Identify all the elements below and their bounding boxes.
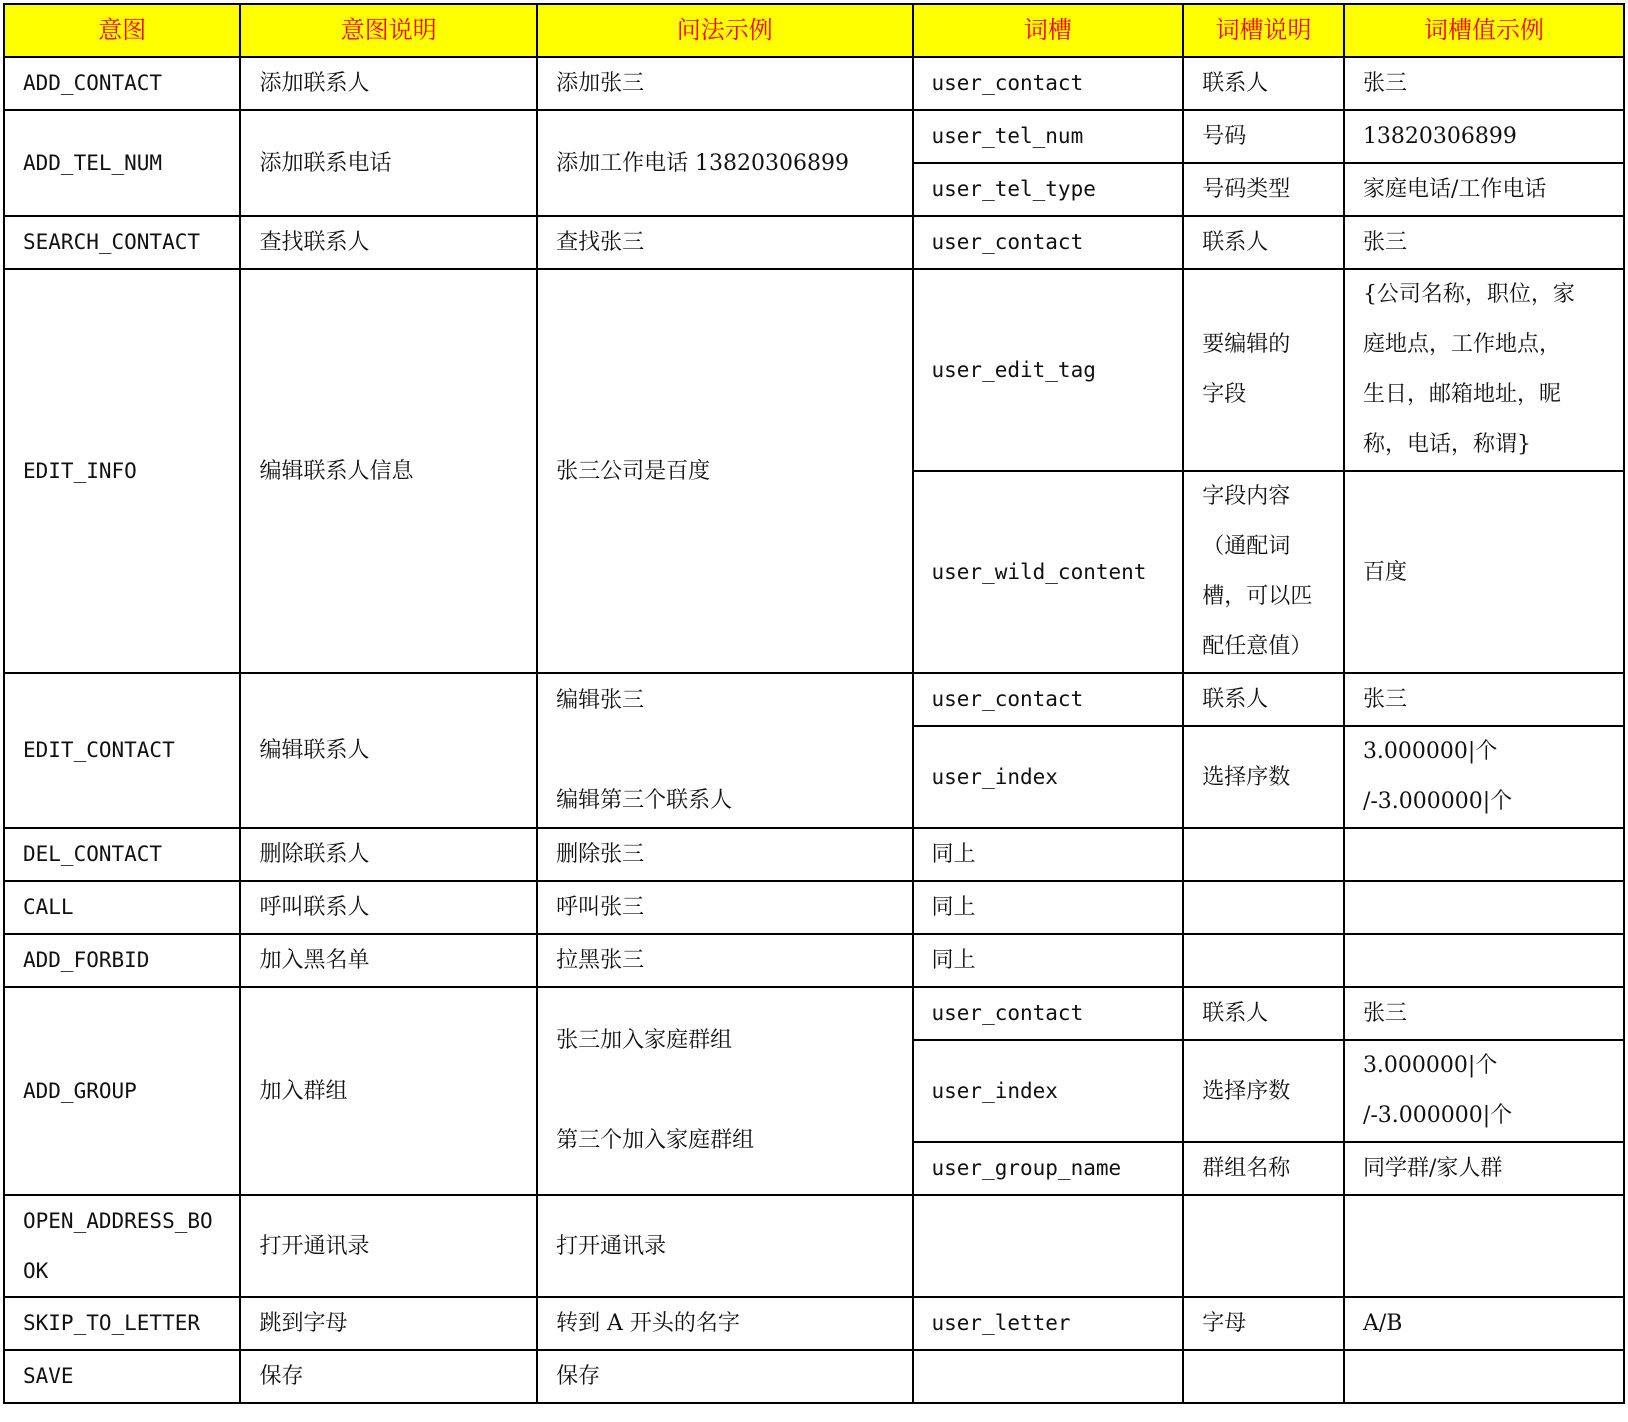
slot-value-line: {公司名称，职位，家 <box>1362 282 1575 307</box>
slot-desc-cell: 联系人 <box>1183 673 1344 726</box>
table-row <box>4 987 1624 1040</box>
table-row <box>4 57 1624 110</box>
intent-desc-cell: 添加联系电话 <box>240 110 537 216</box>
example-cell: 打开通讯录 <box>537 1195 912 1297</box>
intent-cell: SKIP_TO_LETTER <box>4 1297 240 1350</box>
intent-cell: DEL_CONTACT <box>4 828 240 881</box>
intent-desc-cell: 打开通讯录 <box>240 1195 537 1297</box>
slot-value-cell: 张三 <box>1344 57 1624 110</box>
table-row <box>4 110 1624 163</box>
intent-cell: ADD_GROUP <box>4 987 240 1195</box>
example-line: 编辑第三个联系人 <box>556 787 733 813</box>
intent-desc-cell: 保存 <box>240 1350 537 1403</box>
slot-cell: user_contact <box>913 987 1184 1040</box>
intent-cell: CALL <box>4 881 240 934</box>
slot-cell: user_tel_num <box>913 110 1184 163</box>
slot-cell: 同上 <box>913 934 1184 987</box>
slot-desc-cell <box>1183 471 1344 673</box>
intent-desc-cell: 编辑联系人信息 <box>240 269 537 673</box>
header-example: 问法示例 <box>537 4 912 57</box>
slot-cell <box>913 1350 1184 1403</box>
table-row <box>4 934 1624 987</box>
example-cell <box>537 673 912 828</box>
slot-desc-cell: 选择序数 <box>1183 1040 1344 1142</box>
slot-cell: 同上 <box>913 828 1184 881</box>
intent-cell <box>4 1195 240 1297</box>
example-cell: 添加工作电话 13820306899 <box>537 110 912 216</box>
example-line: 编辑张三 <box>556 687 645 713</box>
intent-desc-cell: 呼叫联系人 <box>240 881 537 934</box>
example-gap <box>556 726 893 776</box>
intent-cell: EDIT_INFO <box>4 269 240 673</box>
slot-desc-cell: 号码 <box>1183 110 1344 163</box>
intent-desc-cell: 删除联系人 <box>240 828 537 881</box>
slot-desc-line: （通配词 <box>1202 534 1291 559</box>
slot-desc-cell: 联系人 <box>1183 987 1344 1040</box>
table-row <box>4 216 1624 269</box>
table-row <box>4 1350 1624 1403</box>
table-row <box>4 269 1624 471</box>
slot-value-cell <box>1344 726 1624 828</box>
slot-desc-cell <box>1183 1195 1344 1297</box>
intent-slot-table <box>3 3 1625 1404</box>
slot-desc-cell: 号码类型 <box>1183 163 1344 216</box>
example-cell: 转到 A 开头的名字 <box>537 1297 912 1350</box>
table-row <box>4 1297 1624 1350</box>
example-line: 张三加入家庭群组 <box>556 1028 733 1053</box>
slot-desc-cell <box>1183 1350 1344 1403</box>
header-intent: 意图 <box>4 4 240 57</box>
example-cell: 删除张三 <box>537 828 912 881</box>
slot-desc-line: 要编辑的 <box>1202 332 1291 357</box>
slot-desc-line: 配任意值） <box>1202 634 1313 659</box>
slot-value-line: 3.000000|个 <box>1362 739 1498 764</box>
intent-desc-cell: 编辑联系人 <box>240 673 537 828</box>
slot-value-cell: 家庭电话/工作电话 <box>1344 163 1624 216</box>
slot-value-line: /-3.000000|个 <box>1362 789 1513 814</box>
slot-value-line: 生日，邮箱地址，昵 <box>1362 382 1561 407</box>
slot-cell: user_group_name <box>913 1142 1184 1195</box>
slot-value-cell <box>1344 1040 1624 1142</box>
slot-value-cell <box>1344 828 1624 881</box>
slot-desc-cell: 群组名称 <box>1183 1142 1344 1195</box>
intent-desc-cell: 加入群组 <box>240 987 537 1195</box>
slot-value-line: 庭地点，工作地点， <box>1362 332 1561 357</box>
header-intent-desc: 意图说明 <box>240 4 537 57</box>
example-cell: 查找张三 <box>537 216 912 269</box>
slot-value-cell: 同学群/家人群 <box>1344 1142 1624 1195</box>
slot-value-cell: 张三 <box>1344 673 1624 726</box>
table-row <box>4 881 1624 934</box>
intent-desc-cell: 查找联系人 <box>240 216 537 269</box>
table-row <box>4 673 1624 726</box>
header-slot: 词槽 <box>913 4 1184 57</box>
slot-cell: user_index <box>913 726 1184 828</box>
slot-cell: user_contact <box>913 673 1184 726</box>
example-line: 第三个加入家庭群组 <box>556 1128 755 1153</box>
slot-value-cell <box>1344 1350 1624 1403</box>
slot-value-cell: A/B <box>1344 1297 1624 1350</box>
slot-desc-cell: 联系人 <box>1183 216 1344 269</box>
slot-value-cell: 张三 <box>1344 987 1624 1040</box>
example-cell: 添加张三 <box>537 57 912 110</box>
intent-desc-cell: 加入黑名单 <box>240 934 537 987</box>
slot-value-cell <box>1344 269 1624 471</box>
intent-cell: SAVE <box>4 1350 240 1403</box>
slot-value-cell: 13820306899 <box>1344 110 1624 163</box>
example-cell: 保存 <box>537 1350 912 1403</box>
slot-desc-line: 字段内容 <box>1202 484 1291 509</box>
intent-cell: ADD_CONTACT <box>4 57 240 110</box>
intent-cell: EDIT_CONTACT <box>4 673 240 828</box>
intent-cell: ADD_TEL_NUM <box>4 110 240 216</box>
slot-value-cell <box>1344 881 1624 934</box>
slot-desc-cell <box>1183 269 1344 471</box>
slot-cell: user_wild_content <box>913 471 1184 673</box>
header-slot-desc: 词槽说明 <box>1183 4 1344 57</box>
slot-desc-cell: 选择序数 <box>1183 726 1344 828</box>
table-row <box>4 828 1624 881</box>
intent-desc-cell: 跳到字母 <box>240 1297 537 1350</box>
slot-value-cell: 张三 <box>1344 216 1624 269</box>
slot-value-cell <box>1344 934 1624 987</box>
slot-cell: 同上 <box>913 881 1184 934</box>
slot-desc-cell: 字母 <box>1183 1297 1344 1350</box>
slot-cell <box>913 1195 1184 1297</box>
slot-value-line: /-3.000000|个 <box>1362 1103 1513 1128</box>
header-row <box>4 4 1624 57</box>
intent-line: OK <box>23 1259 49 1283</box>
header-slot-value: 词槽值示例 <box>1344 4 1624 57</box>
intent-cell: SEARCH_CONTACT <box>4 216 240 269</box>
intent-desc-cell: 添加联系人 <box>240 57 537 110</box>
slot-desc-cell: 联系人 <box>1183 57 1344 110</box>
slot-cell: user_index <box>913 1040 1184 1142</box>
example-cell: 呼叫张三 <box>537 881 912 934</box>
example-cell <box>537 987 912 1195</box>
example-cell: 张三公司是百度 <box>537 269 912 673</box>
example-gap <box>556 1066 893 1116</box>
slot-cell: user_contact <box>913 57 1184 110</box>
slot-desc-cell <box>1183 828 1344 881</box>
slot-desc-line: 字段 <box>1202 382 1247 407</box>
slot-value-cell: 百度 <box>1344 471 1624 673</box>
slot-value-line: 称，电话，称谓} <box>1362 432 1531 457</box>
slot-desc-cell <box>1183 934 1344 987</box>
example-cell: 拉黑张三 <box>537 934 912 987</box>
slot-value-line: 3.000000|个 <box>1362 1053 1498 1078</box>
slot-desc-line: 槽，可以匹 <box>1202 584 1313 609</box>
intent-line: OPEN_ADDRESS_BO <box>23 1209 213 1233</box>
slot-desc-cell <box>1183 881 1344 934</box>
slot-cell: user_letter <box>913 1297 1184 1350</box>
intent-cell: ADD_FORBID <box>4 934 240 987</box>
slot-cell: user_tel_type <box>913 163 1184 216</box>
slot-value-cell <box>1344 1195 1624 1297</box>
slot-cell: user_edit_tag <box>913 269 1184 471</box>
table-row <box>4 1195 1624 1297</box>
slot-cell: user_contact <box>913 216 1184 269</box>
